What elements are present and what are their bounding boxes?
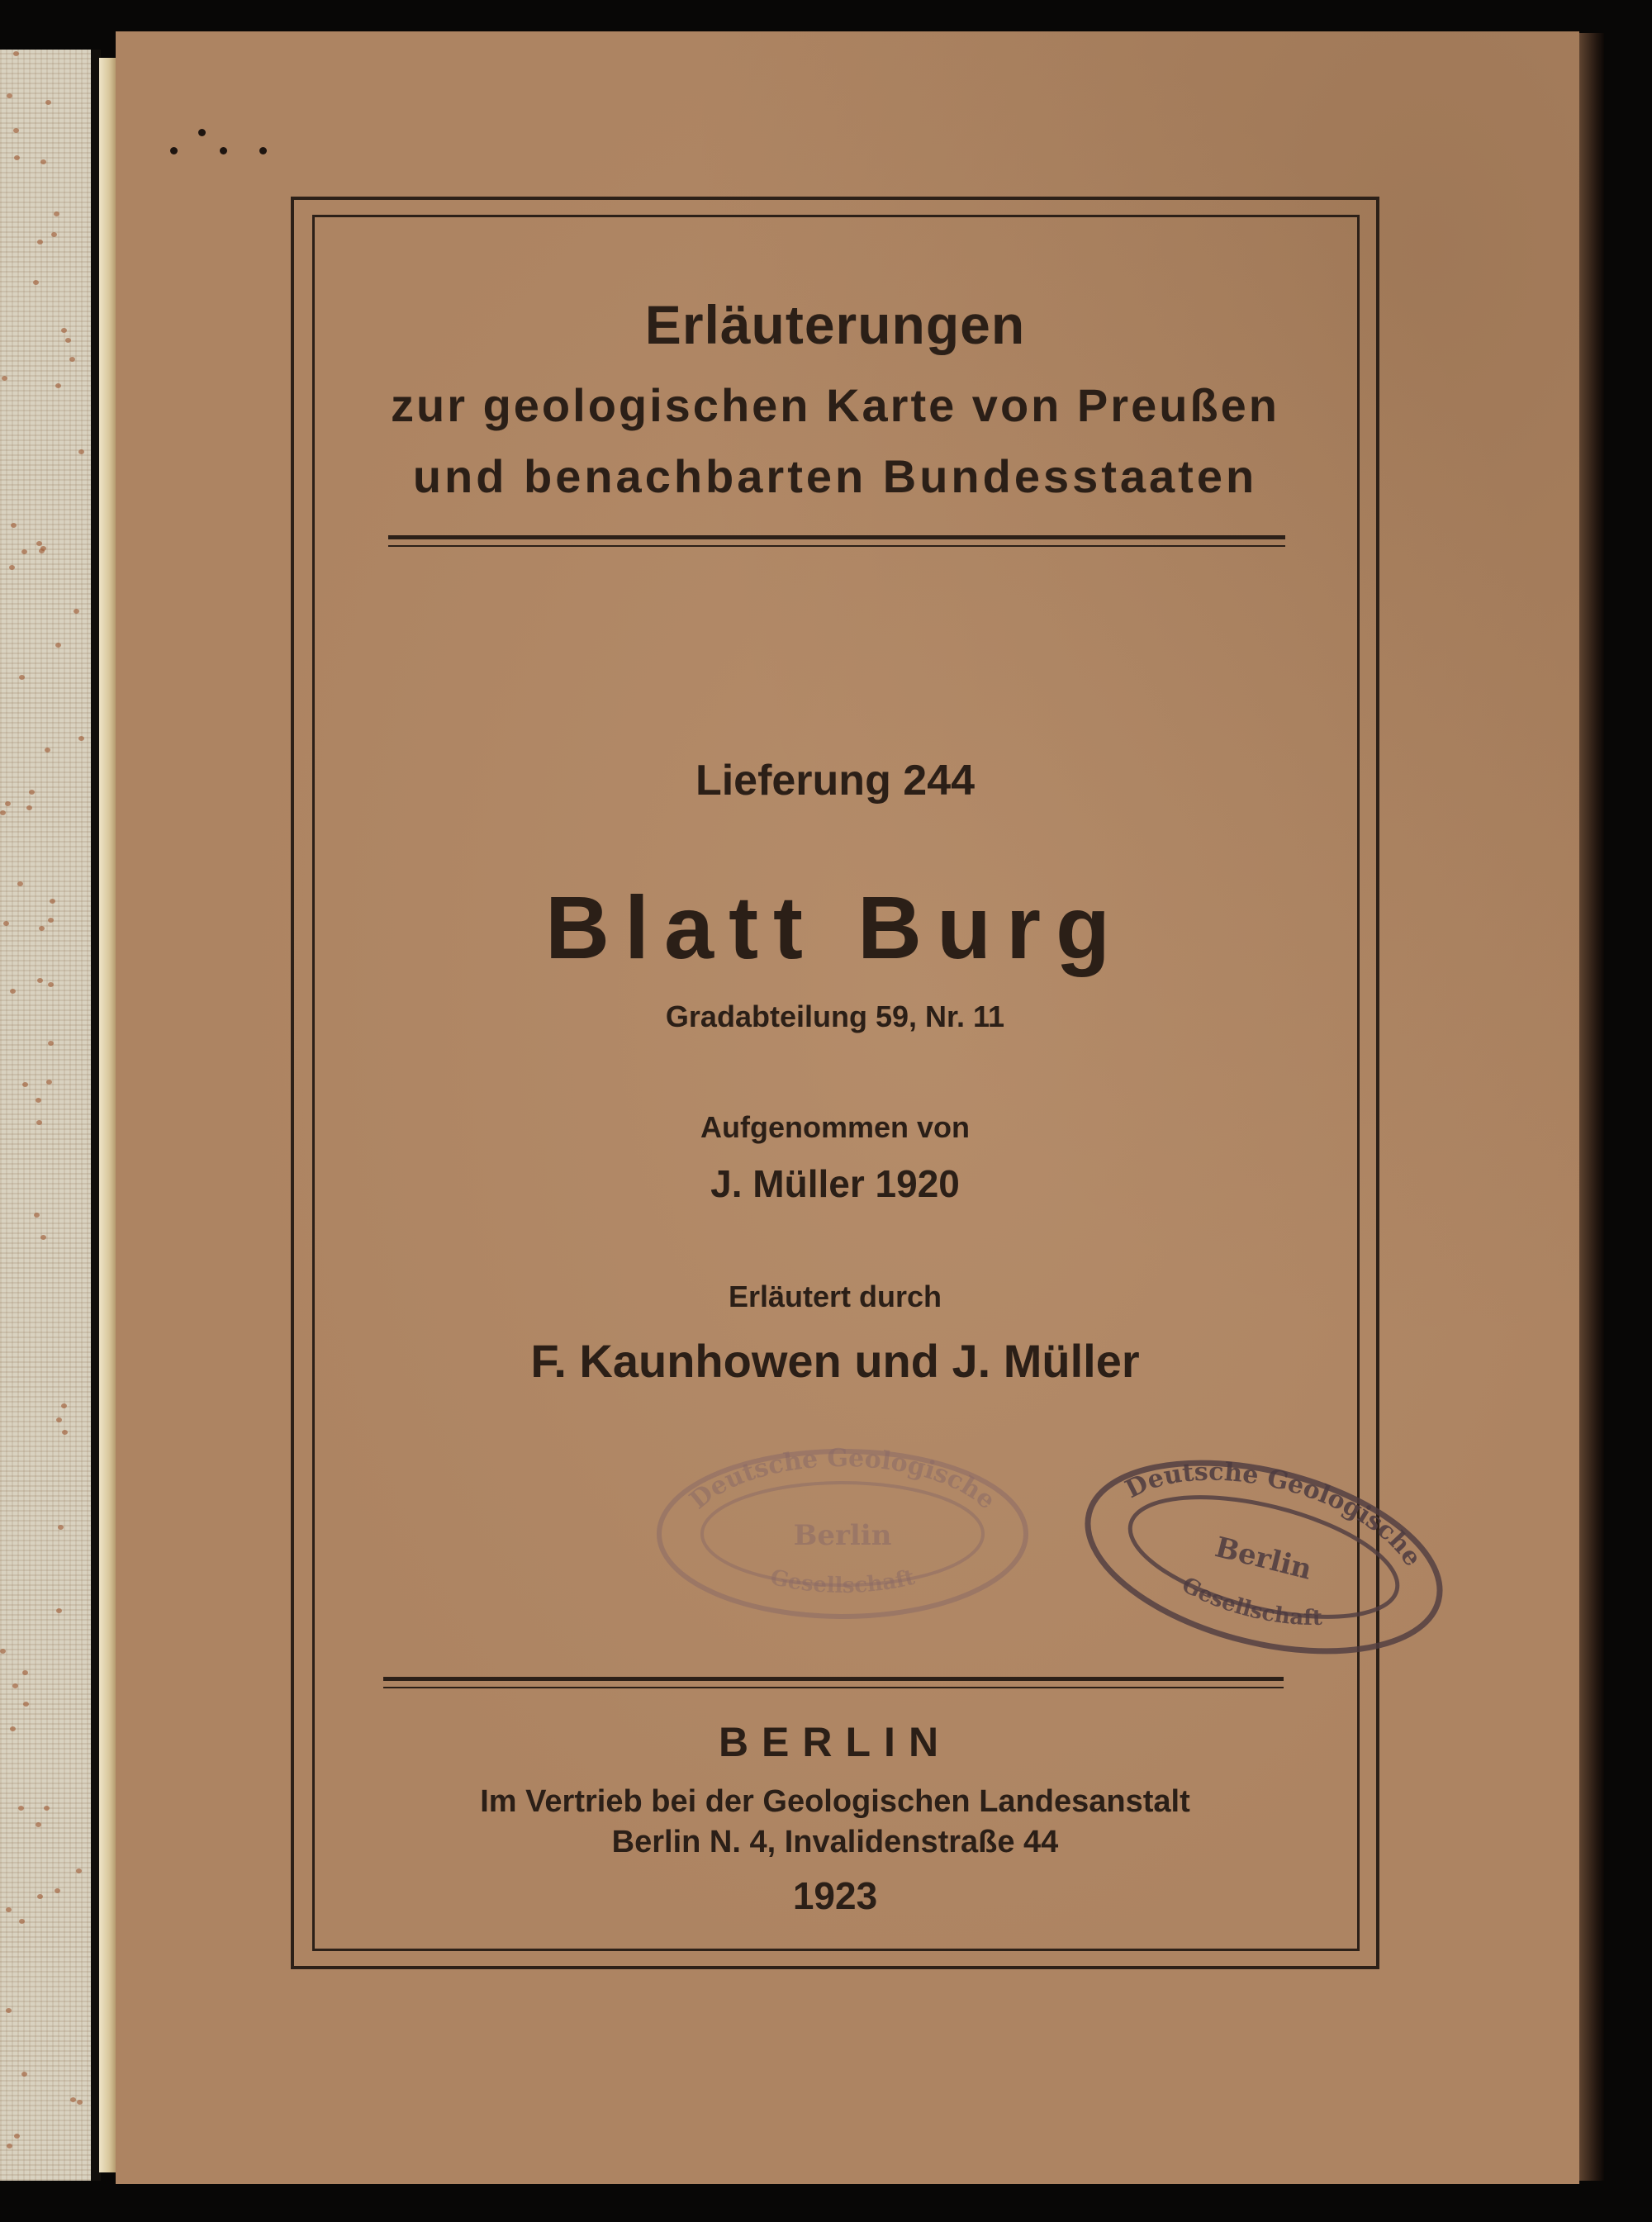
spine-speck xyxy=(7,2144,12,2148)
spine-speck xyxy=(14,155,20,160)
spine-speck xyxy=(55,643,61,648)
spine-speck xyxy=(44,1806,50,1811)
spine-speck xyxy=(36,1120,42,1125)
svg-text:Gesellschaft xyxy=(768,1565,918,1598)
spine-speck xyxy=(62,1430,68,1435)
spine-speck xyxy=(78,449,84,454)
spine-speck xyxy=(48,1041,54,1046)
stamp-2-bottom-text: Gesellschaft xyxy=(1177,1572,1323,1631)
spine-speck xyxy=(69,357,75,362)
series-subtitle-line-2: und benachbarten Bundesstaaten xyxy=(412,450,1258,502)
svg-text:Deutsche Geologische xyxy=(685,1444,1001,1515)
surveyed-by-name: J. Müller 1920 xyxy=(710,1162,960,1205)
spine-speck xyxy=(48,918,54,923)
publisher-line-1: Im Vertrieb bei der Geologischen Landesanstalt xyxy=(480,1784,1190,1819)
spine-speck xyxy=(2,376,7,381)
surveyed-by-label: Aufgenommen von xyxy=(700,1110,970,1144)
stamp-2-center-text: Berlin xyxy=(1212,1531,1316,1587)
library-stamp-dark xyxy=(1074,1450,1454,1669)
spine-speck xyxy=(39,926,45,931)
spine-speck xyxy=(78,736,84,741)
spine-speck xyxy=(48,982,54,987)
spine-speck xyxy=(37,978,43,983)
spine-speck xyxy=(19,675,25,680)
spine-speck xyxy=(50,899,55,904)
spine-speck xyxy=(51,232,57,237)
spine-speck xyxy=(22,1082,28,1087)
spine-speck xyxy=(12,1683,18,1688)
spine-speck xyxy=(65,338,71,343)
spine-speck xyxy=(6,2008,12,2013)
spine-speck xyxy=(37,1894,43,1899)
stamp-1-center-text: Berlin xyxy=(793,1519,892,1552)
spine-speck xyxy=(11,523,17,528)
explained-by-names: F. Kaunhowen und J. Müller xyxy=(530,1335,1140,1387)
spine-speck xyxy=(36,1098,41,1103)
delivery-number: Lieferung 244 xyxy=(695,757,976,805)
spine-speck xyxy=(34,1213,40,1218)
spine-speck xyxy=(0,810,6,815)
top-double-rule xyxy=(388,535,1285,539)
spine-speck xyxy=(39,548,45,553)
spine-speck xyxy=(40,159,46,164)
spine-speck xyxy=(56,1608,62,1613)
spine-speck xyxy=(55,383,61,388)
spine-speck xyxy=(37,240,43,245)
spine-speck xyxy=(21,2072,27,2077)
spine-speck xyxy=(23,1702,29,1707)
spine-speck xyxy=(61,328,67,333)
spine-speck xyxy=(13,128,19,133)
grid-division: Gradabteilung 59, Nr. 11 xyxy=(665,999,1005,1033)
bottom-double-rule-thin xyxy=(383,1687,1284,1688)
series-subtitle-line-1: zur geologischen Karte von Preußen xyxy=(391,379,1279,431)
publisher-line-2: Berlin N. 4, Invalidenstraße 44 xyxy=(611,1825,1059,1859)
spine-speck xyxy=(17,881,23,886)
spine-speck xyxy=(61,1403,67,1408)
spine-speck xyxy=(74,609,79,614)
spine-speck xyxy=(56,1417,62,1422)
spine-speck xyxy=(0,1649,6,1654)
stamp-1-bottom-text: Gesellschaft xyxy=(767,1564,918,1598)
spine-speck xyxy=(36,541,42,546)
spine-speck xyxy=(21,549,27,554)
spine-speck xyxy=(29,790,35,795)
spine-speck xyxy=(45,748,50,753)
spine-speck xyxy=(5,801,11,806)
publication-city: BERLIN xyxy=(718,1719,952,1765)
explained-by-label: Erläutert durch xyxy=(728,1280,942,1313)
spine-speck xyxy=(40,1235,46,1240)
spine-speck xyxy=(13,51,19,56)
sheet-title: Blatt Burg xyxy=(545,877,1125,977)
top-double-rule-thin xyxy=(388,545,1285,547)
spine-speck xyxy=(77,2100,83,2105)
spine-speck xyxy=(10,989,16,994)
spine-speck xyxy=(19,1919,25,1924)
spine-speck xyxy=(22,1670,28,1675)
page-right-edge xyxy=(1579,33,1604,2181)
library-stamp-faded xyxy=(653,1441,1032,1627)
spine-speck xyxy=(45,100,51,105)
page-edges xyxy=(99,58,116,2172)
spine-speck xyxy=(54,211,59,216)
book-spine xyxy=(0,50,91,2181)
spine-speck xyxy=(33,280,39,285)
stamp-2-top-text: Deutsche Geologische xyxy=(1121,1457,1427,1572)
bottom-double-rule xyxy=(383,1677,1284,1681)
spine-speck xyxy=(36,1822,41,1827)
spine-speck xyxy=(3,921,9,926)
spine-speck xyxy=(55,1888,60,1893)
spine-speck xyxy=(76,1868,82,1873)
spine-speck xyxy=(18,1806,24,1811)
spine-speck xyxy=(26,805,32,810)
series-title: Erläuterungen xyxy=(644,294,1026,355)
spine-speck xyxy=(58,1525,64,1530)
spine-speck xyxy=(9,565,15,570)
spine-speck xyxy=(70,2097,76,2102)
spine-speck xyxy=(6,1907,12,1912)
stamp-1-top-text: Deutsche Geologische xyxy=(684,1443,1001,1516)
spine-speck xyxy=(46,1080,52,1085)
spine-speck xyxy=(7,93,12,98)
spine-speck xyxy=(10,1726,16,1731)
publication-year: 1923 xyxy=(792,1874,878,1917)
spine-speck xyxy=(14,2134,20,2139)
